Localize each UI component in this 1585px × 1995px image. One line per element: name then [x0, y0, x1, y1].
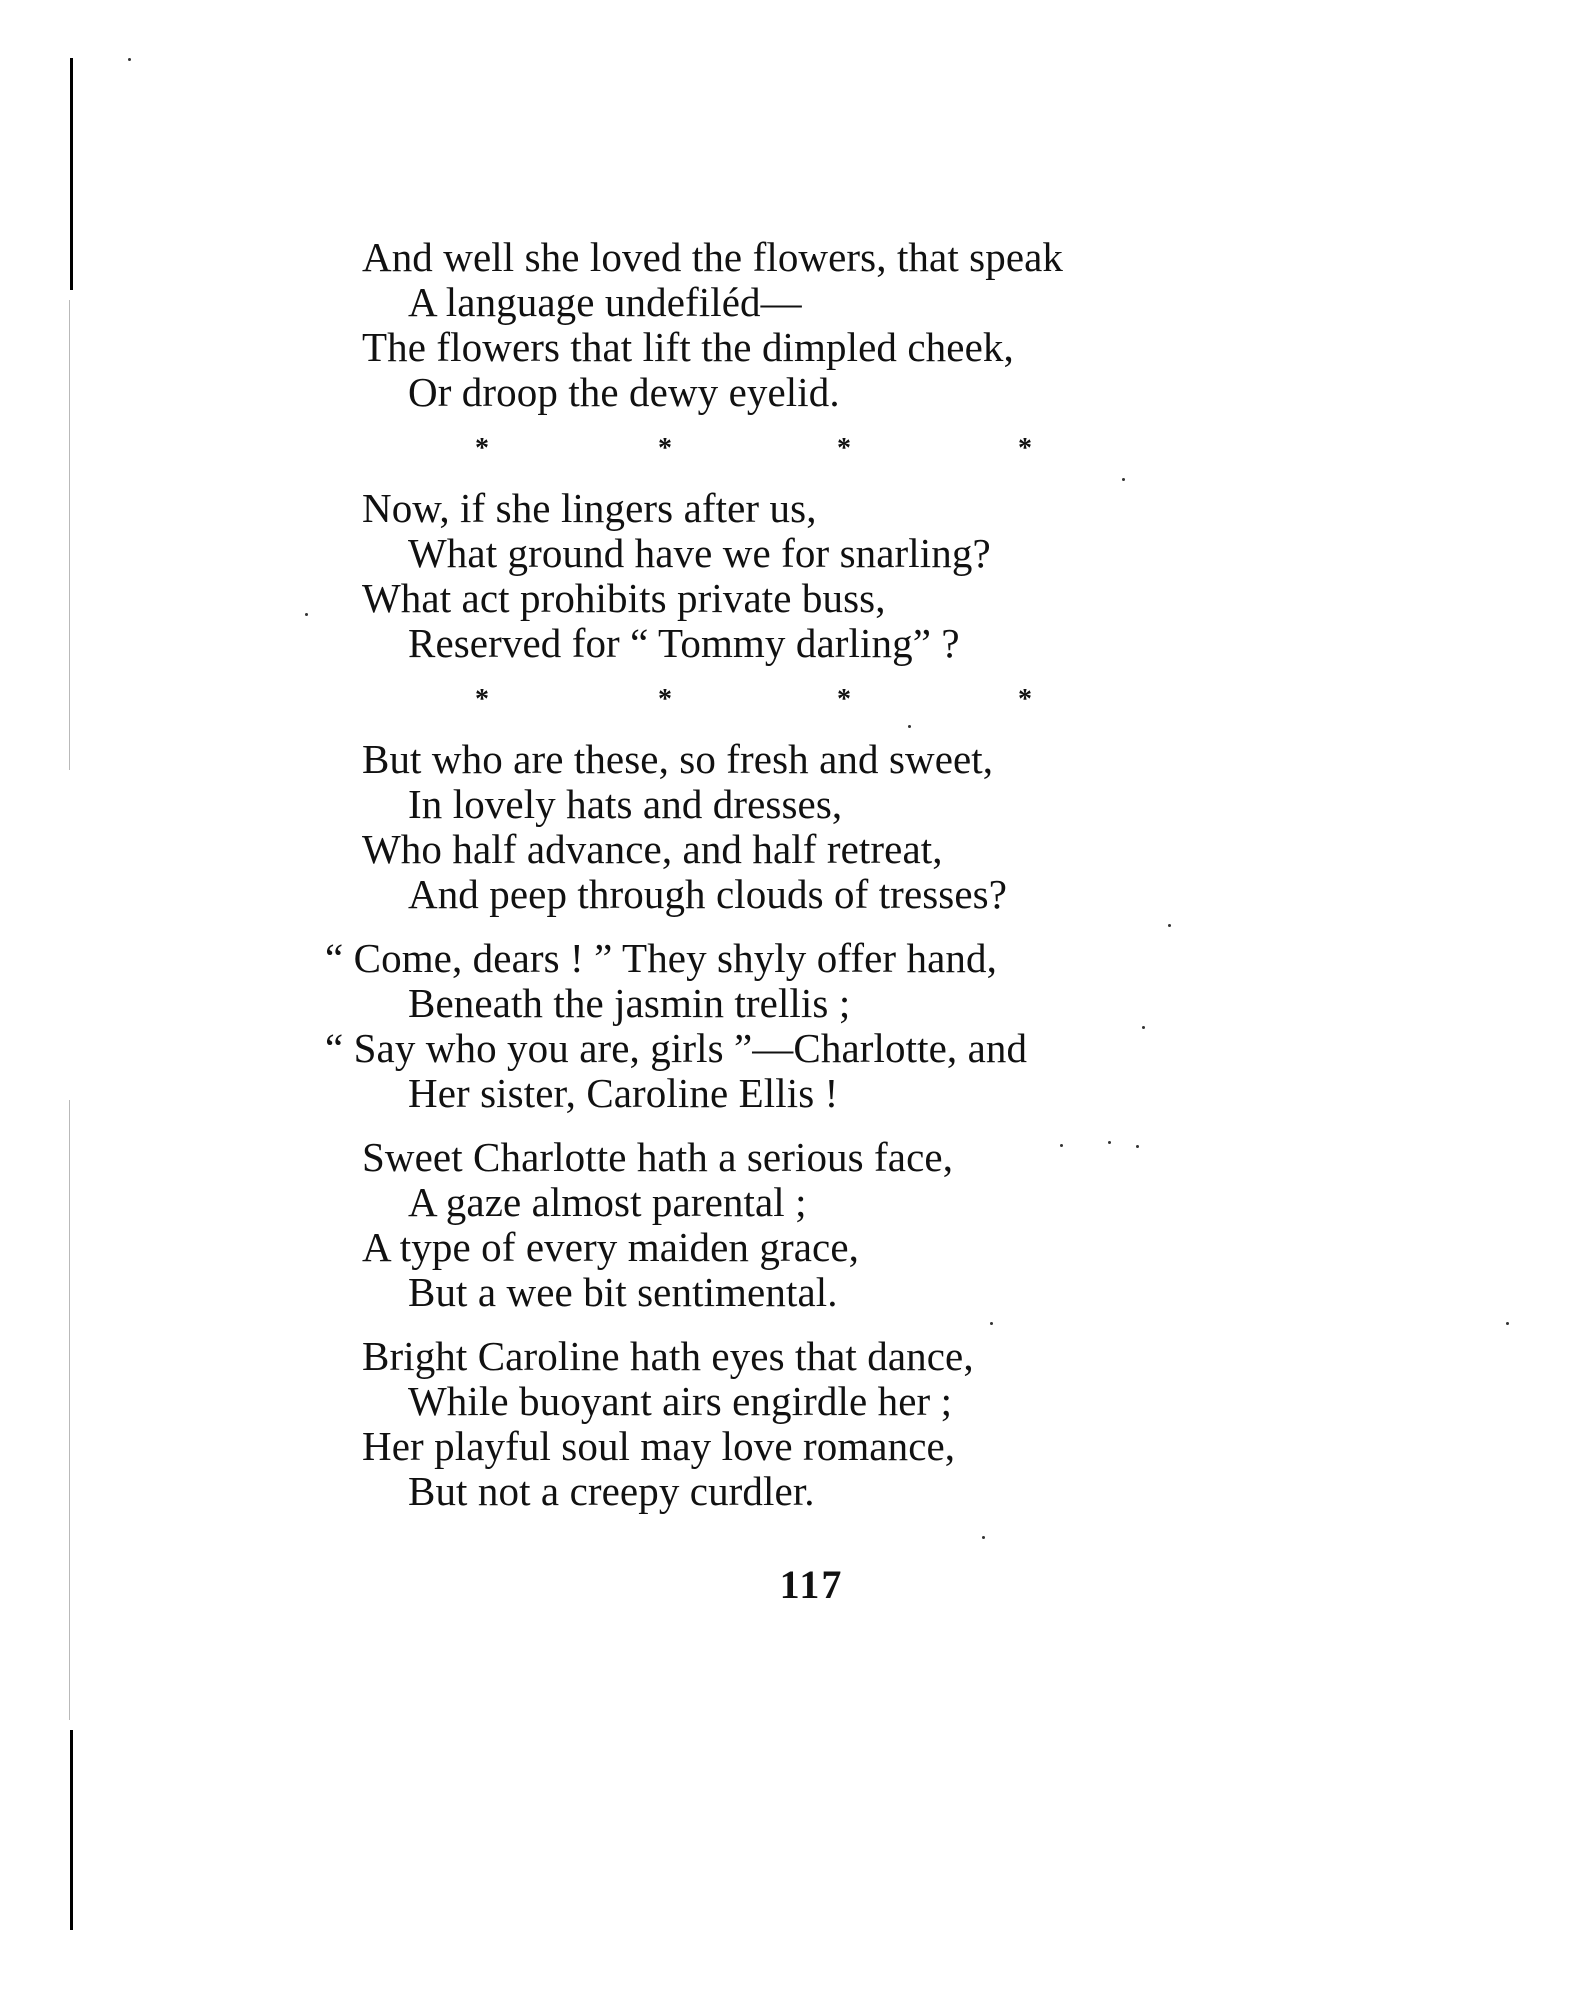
- verse-line: “ Come, dears ! ” They shyly offer hand,: [325, 935, 997, 981]
- verse-line: But who are these, so fresh and sweet,: [362, 736, 994, 782]
- verse-line: Her playful soul may love romance,: [362, 1423, 956, 1469]
- verse-line: A gaze almost parental ;: [408, 1179, 807, 1225]
- verse-line: While buoyant airs engirdle her ;: [408, 1378, 953, 1424]
- verse-line: Her sister, Caroline Ellis !: [408, 1070, 839, 1116]
- verse-line: Sweet Charlotte hath a serious face,: [362, 1134, 954, 1180]
- scan-speck: [128, 58, 131, 61]
- binding-edge-line: [70, 1730, 73, 1930]
- verse-line: The flowers that lift the dimpled cheek,: [362, 324, 1014, 370]
- verse-line: Who half advance, and half retreat,: [362, 826, 943, 872]
- verse-line: What act prohibits private buss,: [362, 575, 886, 621]
- verse-line: Or droop the dewy eyelid.: [408, 369, 840, 415]
- separator-star: *: [658, 433, 672, 464]
- stanza: [0, 1334, 1585, 1514]
- verse-line: But a wee bit sentimental.: [408, 1269, 838, 1315]
- stanza: [0, 737, 1585, 917]
- verse-line: What ground have we for snarling?: [408, 530, 991, 576]
- verse-line: And peep through clouds of tresses?: [408, 871, 1008, 917]
- verse-line: But not a creepy curdler.: [408, 1468, 815, 1514]
- stanza: [0, 235, 1585, 415]
- page-number: 117: [779, 1562, 844, 1607]
- poem-body: [0, 235, 1585, 1533]
- scan-speck: [982, 1536, 985, 1539]
- verse-line: A type of every maiden grace,: [362, 1224, 859, 1270]
- verse-line: Now, if she lingers after us,: [362, 485, 817, 531]
- separator-star: *: [837, 433, 851, 464]
- verse-line: Beneath the jasmin trellis ;: [408, 980, 851, 1026]
- asterism-separator: [0, 685, 1585, 715]
- verse-line: In lovely hats and dresses,: [408, 781, 843, 827]
- stanza: [0, 486, 1585, 666]
- separator-star: *: [475, 684, 489, 715]
- verse-line: Bright Caroline hath eyes that dance,: [362, 1333, 974, 1379]
- separator-star: *: [475, 433, 489, 464]
- verse-line: A language undefiléd—: [408, 279, 802, 325]
- asterism-separator: [0, 434, 1585, 464]
- separator-star: *: [1018, 684, 1032, 715]
- verse-line: “ Say who you are, girls ”—Charlotte, and: [325, 1025, 1028, 1071]
- verse-line: Reserved for “ Tommy darling” ?: [408, 620, 960, 666]
- separator-star: *: [1018, 433, 1032, 464]
- separator-star: *: [837, 684, 851, 715]
- verse-line: And well she loved the flowers, that speak: [362, 234, 1064, 280]
- separator-star: *: [658, 684, 672, 715]
- stanza: [0, 1135, 1585, 1315]
- stanza: [0, 936, 1585, 1116]
